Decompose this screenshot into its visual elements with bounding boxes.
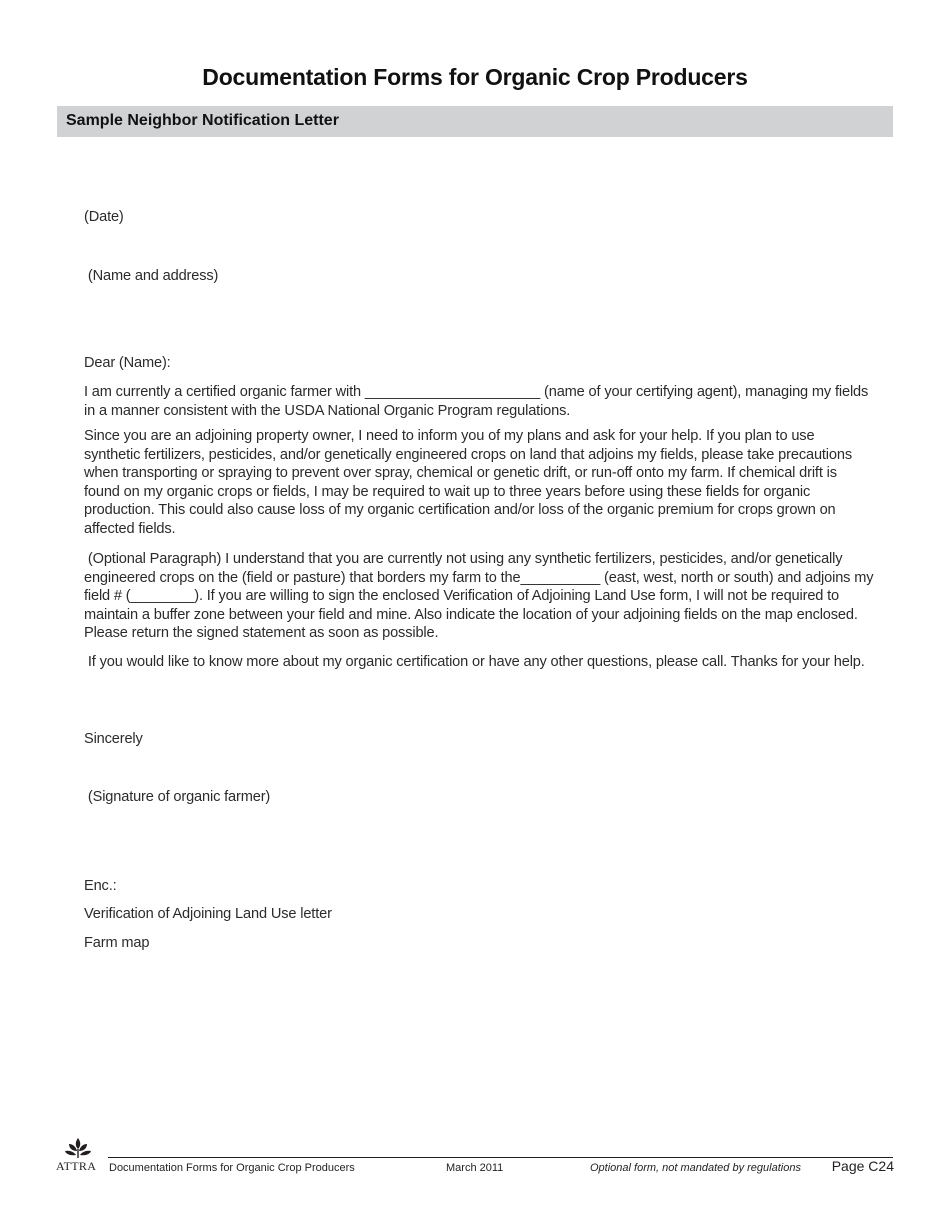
letter-name-address: (Name and address) <box>84 268 219 284</box>
footer-date: March 2011 <box>446 1162 504 1174</box>
page-title: Documentation Forms for Organic Crop Producers <box>202 64 748 90</box>
section-title: Sample Neighbor Notification Letter <box>66 112 339 129</box>
page-number: Page C24 <box>831 1158 894 1174</box>
letter-paragraph-2: Since you are an adjoining property owner, I need to inform you of my plans and ask for your help. If you plan to use synthetic fertilizers, pesticides, and/or genetically engineered crops on land that adjoins my fields, please take precautions when transporting or spraying to prevent over spray, chemical or genetic drift, or run-off onto my farm. If chemical drift is found on my organic crops or fields, I may be required to wait up to three years before using these fields for organic production. This could also cause loss of my organic certification and/or loss of the organic premium for crops grown on affected fields. <box>84 428 852 537</box>
letter-salutation: Dear (Name): <box>84 355 171 371</box>
enclosure-item: Farm map <box>84 935 150 951</box>
enclosure-label: Enc.: <box>84 878 117 894</box>
footer-divider <box>108 1157 893 1158</box>
letter-paragraph-1: I am currently a certified organic farmer with ______________________ (name of your certifying agent), managing my fields in a manner consistent with the USDA National Organic Program regulations. <box>84 384 869 419</box>
section-header-bar <box>57 106 893 137</box>
footer-note: Optional form, not mandated by regulations <box>590 1162 801 1174</box>
letter-paragraph-4: If you would like to know more about my organic certification or have any other questions, please call. Thanks for your help. <box>84 654 865 670</box>
letter-signature: (Signature of organic farmer) <box>84 789 271 805</box>
enclosure-item: Verification of Adjoining Land Use letter <box>84 906 332 922</box>
letter-date: (Date) <box>84 209 124 225</box>
footer-doc-title: Documentation Forms for Organic Crop Producers <box>109 1162 355 1174</box>
letter-paragraph-3: (Optional Paragraph) I understand that you are currently not using any synthetic fertilizers, pesticides, and/or genetically engineered crops on the (field or pasture) that borders my farm to the__________ (east, west, north or south) and adjoins my field # (________). If you are willing to sign the enclosed Verification of Adjoining Land Use form, I will not be required to maintain a buffer zone between your field and mine. Also indicate the location of your adjoining fields on the map enclosed. Please return the signed statement as soon as possible. <box>84 551 878 642</box>
attra-logo-text: ATTRA <box>56 1159 97 1173</box>
letter-closing: Sincerely <box>84 731 143 747</box>
